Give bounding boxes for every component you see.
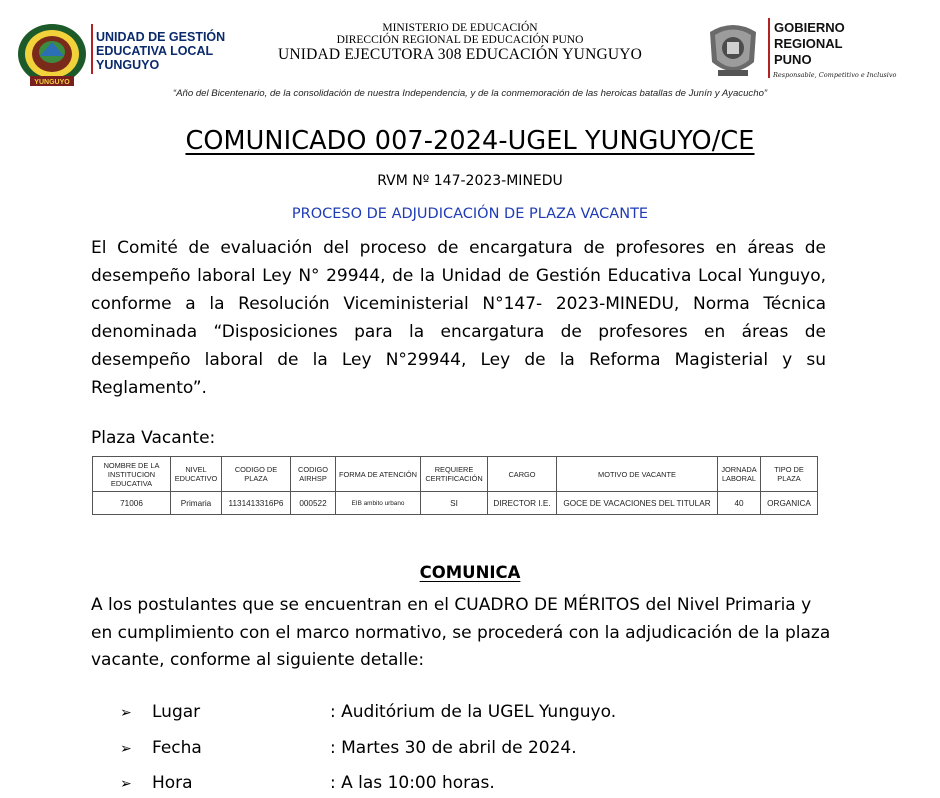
ministry-line-3: UNIDAD EJECUTORA 308 EDUCACIÓN YUNGUYO xyxy=(277,46,643,63)
detail-label: Fecha xyxy=(152,738,202,758)
intro-paragraph: El Comité de evaluación del proceso de encargatura de profesores en áreas de desempeño laboral Ley N° 29944, de la Unidad de Gestión Educativa Local Yunguyo, conforme a la Resolución Viceministerial N°147- 2023-MINEDU, Norma Técnica denominada “Disposiciones para la encargatura de profesores en áreas de desempeño laboral de la Ley N°29944, Ley de la Reforma Magisterial y su Reglamento”. xyxy=(91,238,826,398)
table-cell: 40 xyxy=(718,492,761,515)
comunica-heading: COMUNICA xyxy=(419,563,521,582)
document-title: COMUNICADO 007-2024-UGEL YUNGUYO/CE xyxy=(185,126,755,156)
gobierno-regional-name xyxy=(774,20,845,68)
table-header: CODIGO AIRHSP xyxy=(291,457,336,492)
gob-name-line: PUNO xyxy=(774,52,812,67)
process-heading: PROCESO DE ADJUDICACIÓN DE PLAZA VACANTE xyxy=(291,206,649,222)
table-header: MOTIVO DE VACANTE xyxy=(557,457,718,492)
arrow-bullet-icon: ➢ xyxy=(120,776,132,792)
table-cell: GOCE DE VACACIONES DEL TITULAR xyxy=(557,492,718,515)
gobierno-regional-logo xyxy=(706,18,760,80)
header-divider xyxy=(768,18,770,78)
detail-value: : A las 10:00 horas. xyxy=(330,773,495,793)
table-header: CARGO xyxy=(488,457,557,492)
table-header: FORMA DE ATENCIÓN xyxy=(336,457,421,492)
detail-label: Lugar xyxy=(152,702,201,722)
detail-hora xyxy=(120,773,495,793)
rvm-reference: RVM Nº 147-2023-MINEDU xyxy=(377,173,563,189)
ugel-name xyxy=(96,30,225,72)
plaza-vacante-label: Plaza Vacante: xyxy=(91,428,216,448)
ugel-name-line: UNIDAD DE GESTIÓN xyxy=(96,30,226,44)
table-cell: DIRECTOR I.E. xyxy=(488,492,557,515)
table-header: REQUIERE CERTIFICACIÓN xyxy=(421,457,488,492)
detail-value: : Martes 30 de abril de 2024. xyxy=(330,738,577,758)
year-motto: “Año del Bicentenario, de la consolidación de nuestra Independencia, y de la conmemoración de las heroicas batallas de Junín y Ayacucho” xyxy=(172,88,768,99)
ministry-line-2: DIRECCIÓN REGIONAL DE EDUCACIÓN PUNO xyxy=(336,34,584,46)
table-cell: SI xyxy=(421,492,488,515)
gob-name-line: GOBIERNO xyxy=(774,20,845,35)
table-header: JORNADA LABORAL xyxy=(718,457,761,492)
table-cell: EIB ambito urbano xyxy=(336,492,421,515)
ugel-logo-label: YUNGUYO xyxy=(34,79,70,86)
ministry-header xyxy=(250,22,670,64)
table-cell: ORGANICA xyxy=(761,492,818,515)
ugel-logo xyxy=(14,22,90,90)
plaza-table xyxy=(92,456,818,515)
table-header: TIPO DE PLAZA xyxy=(761,457,818,492)
detail-lugar xyxy=(120,702,616,722)
arrow-bullet-icon: ➢ xyxy=(120,741,132,757)
gobierno-tagline: Responsable, Competitivo e Inclusivo xyxy=(773,71,897,79)
table-cell: 000522 xyxy=(291,492,336,515)
table-cell: 1131413316P6 xyxy=(222,492,291,515)
detail-value: : Auditórium de la UGEL Yunguyo. xyxy=(330,702,617,722)
table-row xyxy=(93,492,818,515)
table-header: NIVEL EDUCATIVO xyxy=(171,457,222,492)
arrow-bullet-icon: ➢ xyxy=(120,705,132,721)
detail-fecha xyxy=(120,738,577,758)
gob-name-line: REGIONAL xyxy=(774,36,843,51)
header-divider xyxy=(91,24,93,74)
table-header: CODIGO DE PLAZA xyxy=(222,457,291,492)
table-header-row xyxy=(93,457,818,492)
ugel-name-line: YUNGUYO xyxy=(96,58,160,72)
table-cell: Primaria xyxy=(171,492,222,515)
detail-label: Hora xyxy=(152,773,193,793)
body-paragraph: A los postulantes que se encuentran en el CUADRO DE MÉRITOS del Nivel Primaria y en cumplimiento con el marco normativo, se procederá con la adjudicación de la plaza vacante, conforme al siguiente detalle: xyxy=(91,595,831,670)
table-cell: 71006 xyxy=(93,492,171,515)
ministry-line-1: MINISTERIO DE EDUCACIÓN xyxy=(382,22,538,34)
table-header: NOMBRE DE LA INSTITUCION EDUCATIVA xyxy=(93,457,171,492)
ugel-name-line: EDUCATIVA LOCAL xyxy=(96,44,214,58)
